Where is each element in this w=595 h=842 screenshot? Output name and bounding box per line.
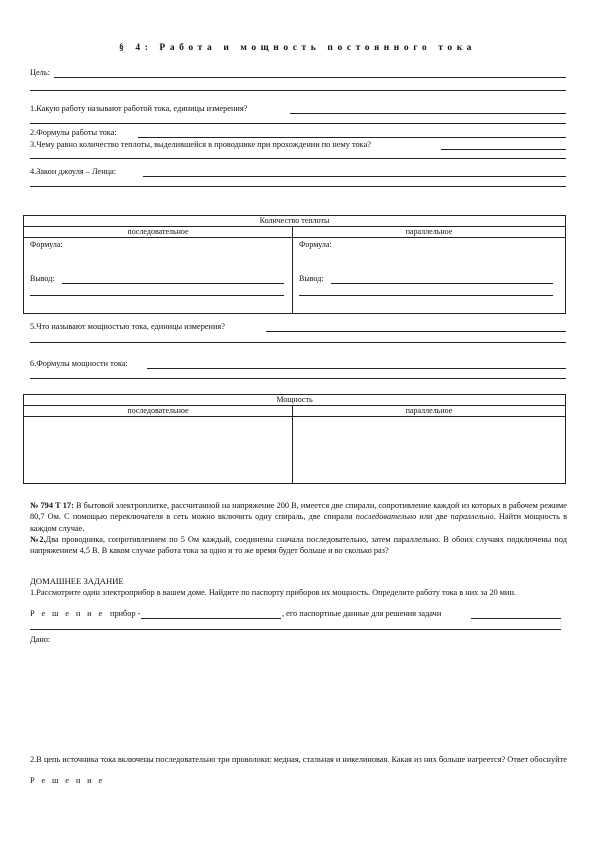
power-table-parallel-cell[interactable] (293, 417, 566, 484)
question-6: 6.Формулы мощности тока: (30, 359, 128, 368)
device-name-line[interactable] (141, 618, 281, 619)
task-794 (30, 500, 567, 534)
task-794-number: № 794 Т 17: (30, 501, 74, 510)
homework-answer-line[interactable] (30, 629, 561, 630)
solution-label: Р е ш е н и е (30, 609, 105, 618)
answer-line-q4-2[interactable] (30, 186, 566, 187)
task-2-number: №2. (30, 535, 46, 544)
answer-line-q1-2[interactable] (30, 123, 566, 124)
heat-table (23, 215, 566, 314)
answer-line-q3-2[interactable] (30, 158, 566, 159)
goal-label: Цель: (30, 68, 50, 77)
task-794-emphasis-parallel: параллельно (450, 512, 494, 522)
heat-table-parallel-cell[interactable] (293, 238, 566, 314)
conclusion-line-parallel[interactable] (331, 283, 553, 284)
task-2-text: Два проводника, сопротивлением по 5 Ом каждый, соединены сначала последовательно, затем параллельно. В обоих случаях подключены под напряжением 4,5 В. В каком случае работа тока за одно и то же время будет больше и во сколько раз? (30, 535, 568, 556)
task-2 (30, 534, 567, 557)
question-1: 1.Какую работу называют работой тока, единицы измерения? (30, 104, 248, 113)
answer-line-q1[interactable] (290, 113, 566, 114)
formula-label-series: Формула: (30, 240, 63, 249)
conclusion-line-series-2[interactable] (30, 295, 284, 296)
heat-table-col-series: последовательное (24, 227, 293, 238)
task-794-text: В бытовой электроплитке, рассчитанной на напряжение 200 В, имеется две спирали, сопротивление каждой из которых в рабочем режиме 80,7 Ом. С помощью переключателя в сеть можно включить одну спираль, две спирали (30, 501, 567, 522)
task-794-text-mid: или две (419, 512, 448, 522)
answer-line-q5[interactable] (266, 331, 566, 332)
question-4: 4.Закон джоуля – Ленца: (30, 167, 117, 176)
task-794-emphasis-series: последовательно (355, 512, 417, 522)
question-5: 5.Что называют мощностью тока, единицы измерения? (30, 322, 225, 331)
power-table-col-parallel: параллельное (293, 406, 566, 417)
answer-line-q2[interactable] (138, 137, 566, 138)
conclusion-label-series: Вывод: (30, 274, 55, 283)
solution-label-2: Р е ш е н и е (30, 776, 105, 785)
power-table-col-series: последовательное (24, 406, 293, 417)
answer-line-q3[interactable] (441, 149, 566, 150)
device-label: прибор - (110, 609, 141, 618)
passport-label: , его паспортные данные для решения задачи (282, 609, 442, 618)
homework-item-2: 2.В цепь источника тока включены последовательно три проволоки: медная, стальная и никелиновая. Какая из них больше нагреется? Ответ обоснуйте (30, 755, 567, 764)
homework-item-1: 1.Рассмотрите один электроприбор в вашем доме. Найдите по паспорту приборов их мощность. Определите работу тока в них за 20 мин. (30, 588, 516, 597)
task-794-text-tail: . Найти мощность в каждом случае. (30, 512, 567, 533)
heat-table-series-cell[interactable] (24, 238, 293, 314)
given-label: Дано: (30, 635, 51, 644)
page-title: § 4: Работа и мощность постоянного тока (119, 43, 476, 53)
power-table (23, 394, 566, 484)
heat-table-title: Количество теплоты (24, 216, 566, 227)
conclusion-line-parallel-2[interactable] (299, 295, 553, 296)
answer-line-q5-2[interactable] (30, 342, 566, 343)
conclusion-label-parallel: Вывод: (299, 274, 324, 283)
formula-label-parallel: Формула: (299, 240, 332, 249)
answer-line-q6[interactable] (147, 368, 566, 369)
passport-data-line[interactable] (471, 618, 561, 619)
heat-table-col-parallel: параллельное (293, 227, 566, 238)
goal-answer-line-2[interactable] (30, 90, 566, 91)
conclusion-line-series[interactable] (62, 283, 284, 284)
goal-answer-line[interactable] (54, 77, 566, 78)
answer-line-q6-2[interactable] (30, 378, 566, 379)
question-2: 2.Формулы работы тока: (30, 128, 117, 137)
answer-line-q4[interactable] (143, 176, 566, 177)
question-3: 3.Чему равно количество теплоты, выделившейся в проводнике при прохождении по нему тока? (30, 140, 371, 149)
homework-title: ДОМАШНЕЕ ЗАДАНИЕ (30, 576, 124, 586)
power-table-series-cell[interactable] (24, 417, 293, 484)
power-table-title: Мощность (24, 395, 566, 406)
